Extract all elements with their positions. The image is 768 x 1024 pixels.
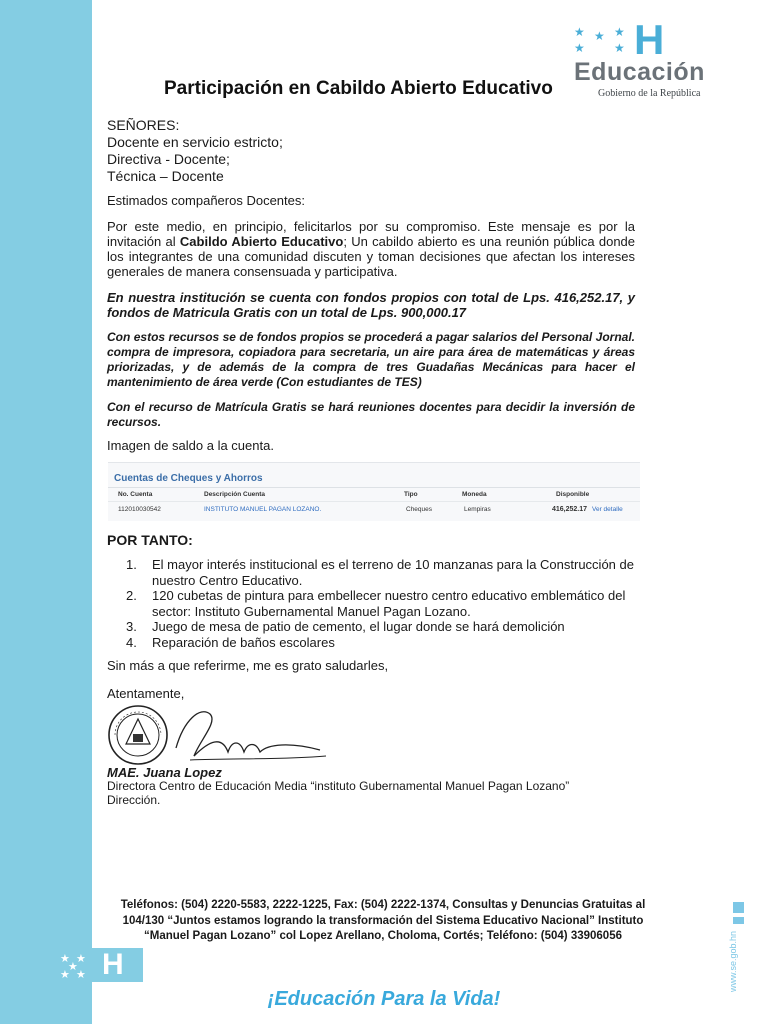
star-icon: ★ bbox=[594, 29, 605, 43]
uses-paragraph: Con estos recursos se de fondos propios se procederá a pagar salarios del Personal Jornal. compra de impresora, copiadora para secretaria, un aire para área de matemáticas y áreas priorizadas, y de además de la compra de tres Guadañas Mecánicas para hacer el mantenimiento de área verde (Con estudiantes de TES) bbox=[107, 330, 635, 389]
matricula-paragraph: Con el recurso de Matrícula Gratis se hará reuniones docentes para decidir la inversión de recursos. bbox=[107, 400, 635, 429]
footer-contact bbox=[103, 898, 663, 945]
bank-detail-link[interactable]: Ver detalle bbox=[592, 506, 623, 513]
recipients-block bbox=[107, 117, 635, 185]
image-caption: Imagen de saldo a la cuenta. bbox=[107, 438, 274, 453]
intro-text: Por este medio, en principio, felicitarlos por su compromiso. Este mensaje es por la invitación al bbox=[107, 219, 635, 249]
footer-logo-block bbox=[0, 948, 143, 982]
footer-line: “Manuel Pagan Lozano” col Lopez Arellano, Choloma, Cortés; Teléfono: (504) 33906056 bbox=[144, 930, 622, 942]
list-item: 3. Juego de mesa de patio de cemento, el lugar donde se hará demolición bbox=[126, 619, 565, 634]
slogan: ¡Educación Para la Vida! bbox=[267, 988, 501, 1010]
por-tanto-heading: POR TANTO: bbox=[107, 532, 193, 548]
logo-brand: Educación bbox=[574, 58, 705, 86]
signer-department: Dirección. bbox=[107, 793, 161, 807]
education-logo bbox=[568, 16, 748, 104]
bank-account-currency: Lempiras bbox=[464, 506, 491, 513]
logo-subtitle: Gobierno de la República bbox=[598, 88, 701, 99]
recipient-line: Técnica – Docente bbox=[107, 168, 224, 184]
list-item: 2. 120 cubetas de pintura para embellecer nuestro centro educativo emblemático del sector: Instituto Gubernamental Manuel Pagan Lozano. bbox=[126, 588, 626, 619]
logo-h-mark: H bbox=[634, 16, 665, 63]
footer-line: Teléfonos: (504) 2220-5583, 2222-1225, Fax: (504) 2222-1374, Consultas y Denuncias Gratuitas al bbox=[120, 899, 646, 911]
footer-line: 104/130 “Juntos estamos logrando la transformación del Sistema Educativo Nacional” Instituto bbox=[122, 914, 644, 927]
decor-square bbox=[733, 902, 744, 913]
page-title: Participación en Cabildo Abierto Educativo bbox=[164, 78, 553, 99]
recipient-line: Docente en servicio estricto; bbox=[107, 134, 283, 150]
star-icon: ★ bbox=[614, 41, 625, 55]
bank-account-number: 112010030542 bbox=[118, 506, 161, 513]
bank-account-type: Cheques bbox=[406, 506, 433, 513]
list-item: 1. El mayor interés institucional es el terreno de 10 manzanas para la Construcción de nuestro Centro Educativo. bbox=[126, 557, 634, 588]
star-icon: ★ bbox=[60, 969, 70, 981]
website-vertical[interactable]: www.se.gob.hn bbox=[728, 930, 738, 992]
bank-col-header: Tipo bbox=[404, 491, 418, 498]
star-icon: ★ bbox=[68, 961, 78, 973]
list-item: 4. Reparación de baños escolares bbox=[126, 634, 335, 650]
signer-role bbox=[107, 779, 569, 807]
signer-name: MAE. Juana Lopez bbox=[107, 765, 222, 780]
resolution-list bbox=[126, 557, 656, 650]
intro-paragraph bbox=[107, 219, 635, 279]
official-seal-icon bbox=[107, 704, 169, 766]
handwritten-signature-icon bbox=[170, 700, 330, 772]
bank-col-header: Descripción Cuenta bbox=[204, 491, 266, 498]
bank-col-header: No. Cuenta bbox=[118, 491, 153, 498]
bank-heading: Cuentas de Cheques y Ahorros bbox=[114, 473, 263, 484]
star-icon: ★ bbox=[614, 25, 625, 39]
regards-line: Atentamente, bbox=[107, 686, 185, 701]
bank-col-header: Moneda bbox=[462, 491, 487, 498]
recipient-line: Directiva - Docente; bbox=[107, 151, 230, 167]
bank-col-header: Disponible bbox=[556, 491, 590, 498]
footer-h-mark: H bbox=[102, 948, 124, 981]
star-icon: ★ bbox=[76, 953, 86, 965]
greeting: Estimados compañeros Docentes: bbox=[107, 193, 305, 208]
star-icon: ★ bbox=[574, 41, 585, 55]
bank-balance-screenshot bbox=[108, 462, 640, 521]
funds-paragraph: En nuestra institución se cuenta con fondos propios con total de Lps. 416,252.17, y fondos de Matricula Gratis con un total de Lps. 900,000.17 bbox=[107, 290, 635, 320]
star-icon: ★ bbox=[76, 969, 86, 981]
bank-account-description[interactable]: INSTITUTO MANUEL PAGAN LOZANO. bbox=[204, 506, 322, 513]
intro-bold: Cabildo Abierto Educativo bbox=[179, 234, 344, 249]
closing-line: Sin más a que referirme, me es grato saludarles, bbox=[107, 658, 389, 673]
bank-available-balance: 416,252.17 bbox=[552, 506, 588, 513]
star-icon: ★ bbox=[574, 25, 585, 39]
decor-square bbox=[733, 917, 744, 924]
star-icon: ★ bbox=[60, 953, 70, 965]
signer-title: Directora Centro de Educación Media “instituto Gubernamental Manuel Pagan Lozano” bbox=[107, 779, 570, 793]
recipients-header: SEÑORES: bbox=[107, 117, 180, 133]
left-color-band bbox=[0, 0, 92, 1024]
intro-text-2: ; Un cabildo abierto es una reunión pública donde los integrantes de una comunidad discuten y toman decisiones que afectan los intereses generales de manera consensuada y participativa. bbox=[107, 234, 636, 279]
